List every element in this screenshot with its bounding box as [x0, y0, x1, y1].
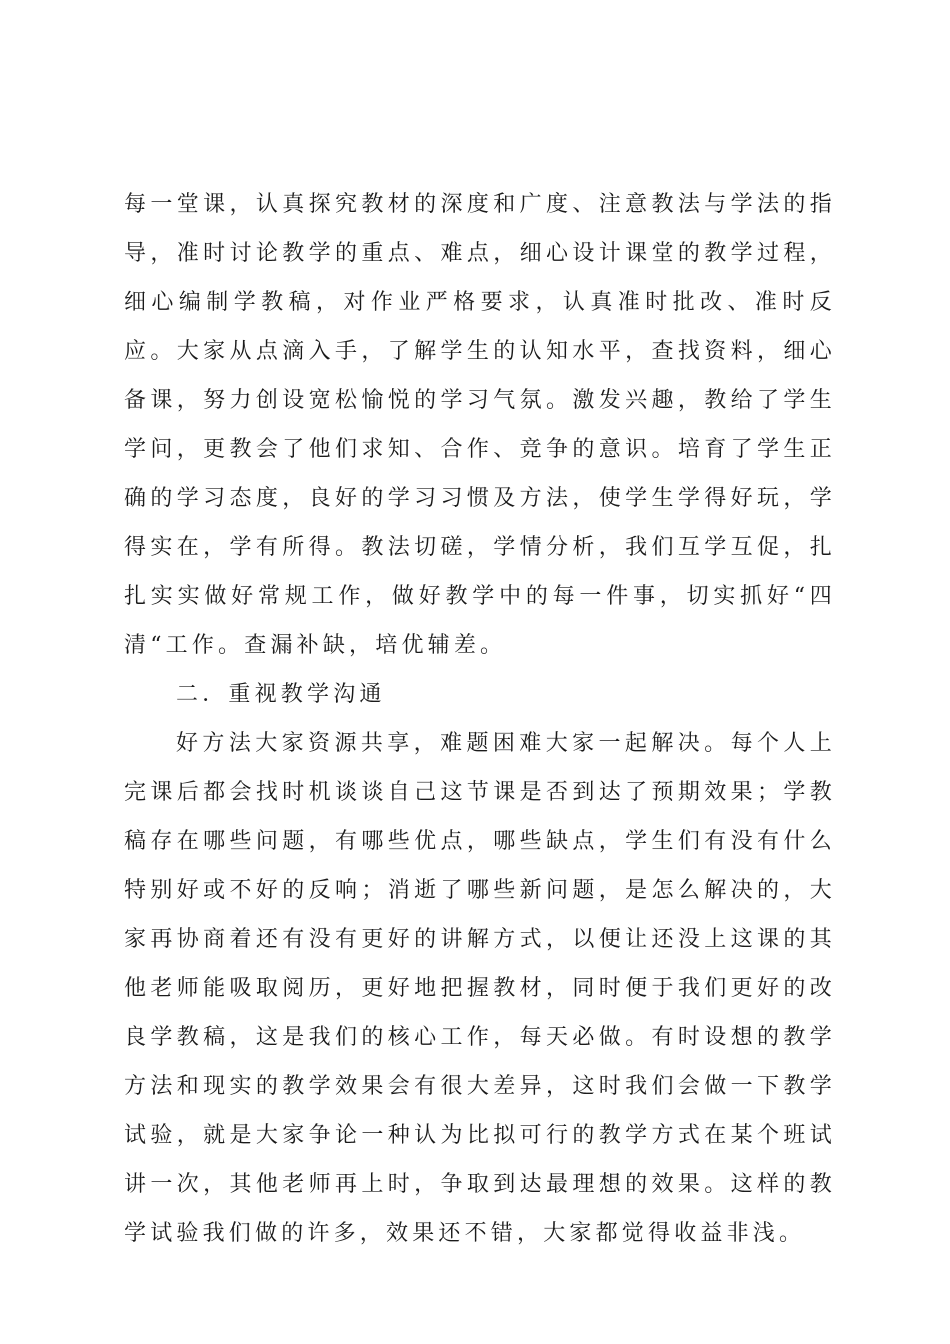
paragraph-section2: 好方法大家资源共享，难题困难大家一起解决。每个人上完课后都会找时机谈谈自己这节课是否到达了预期效果；学教稿存在哪些问题，有哪些优点，哪些缺点，学生们有没有什么特别好或不好的反响；消逝了哪些新问题，是怎么解决的，大家再协商着还有没有更好的讲解方式，以便让还没上这课的其他老师能吸取阅历，更好地把握教材，同时便于我们更好的改良学教稿，这是我们的核心工作，每天必做。有时设想的教学方法和现实的教学效果会有很大差异，这时我们会做一下教学试验，就是大家争论一种认为比拟可行的教学方式在某个班试讲一次，其他老师再上时，争取到达最理想的效果。这样的教学试验我们做的许多，效果还不错，大家都觉得收益非浅。	[124, 731, 836, 1246]
document-body	[124, 180, 836, 1258]
paragraph-continued: 每一堂课，认真探究教材的深度和广度、注意教法与学法的指导，准时讨论教学的重点、难点，细心设计课堂的教学过程，细心编制学教稿，对作业严格要求，认真准时批改、准时反应。大家从点滴入手，了解学生的认知水平，查找资料，细心备课，努力创设宽松愉悦的学习气氛。激发兴趣，教给了学生学问，更教会了他们求知、合作、竞争的意识。培育了学生正确的学习态度，良好的学习习惯及方法，使学生学得好玩，学得实在，学有所得。教法切磋，学情分析，我们互学互促，扎扎实实做好常规工作，做好教学中的每一件事，切实抓好“四清“工作。查漏补缺，培优辅差。	[124, 192, 836, 658]
section-heading: 二．重视教学沟通	[176, 682, 386, 707]
